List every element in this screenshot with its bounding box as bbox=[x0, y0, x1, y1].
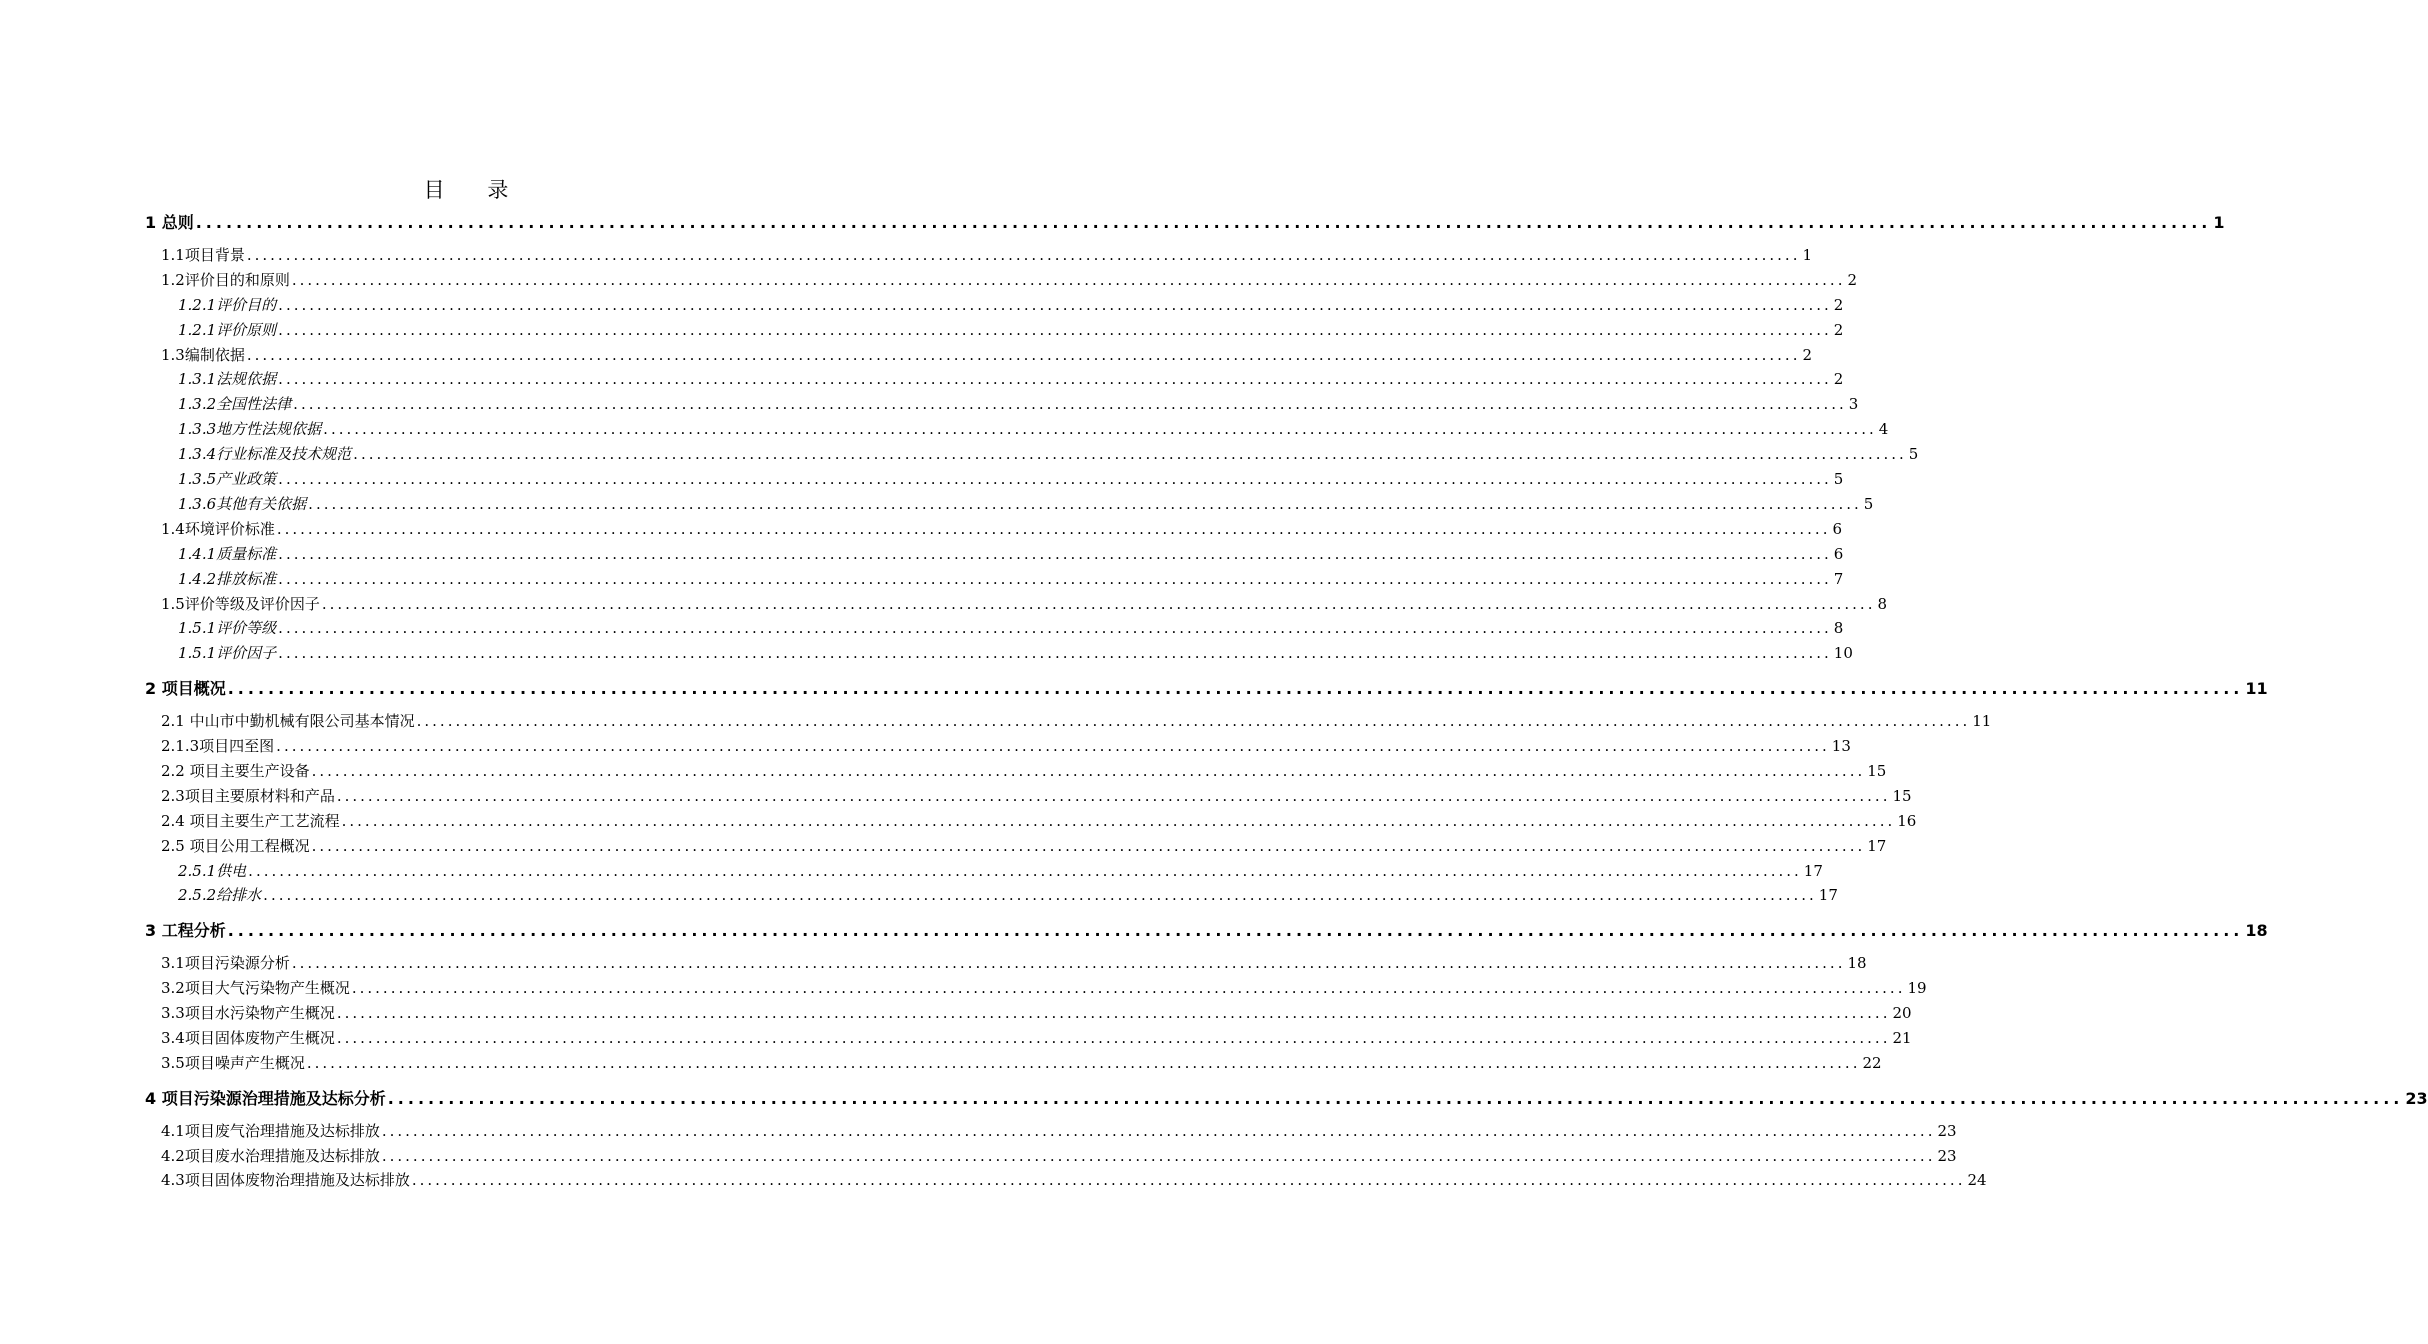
toc-entry[interactable] bbox=[161, 1002, 1912, 1023]
toc-dot-leader: ........................................................................................................................................................................................................ bbox=[353, 445, 1907, 464]
toc-entry[interactable] bbox=[161, 344, 1813, 365]
toc-entry-page-number: 18 bbox=[2245, 921, 2268, 941]
toc-entry-label: 2.3项目主要原材料和产品 bbox=[161, 786, 335, 805]
toc-entry-page-number: 5 bbox=[1908, 445, 1919, 464]
toc-entry[interactable] bbox=[178, 443, 1919, 464]
toc-entry[interactable] bbox=[178, 393, 1859, 414]
toc-entry-page-number: 23 bbox=[2405, 1088, 2428, 1108]
toc-entry-label: 1 总则 bbox=[145, 213, 194, 232]
toc-entry-page-number: 15 bbox=[1867, 761, 1887, 780]
toc-entry[interactable] bbox=[161, 1120, 1957, 1141]
toc-dot-leader: ........................................................................................................................................................................................................ bbox=[321, 594, 1876, 613]
toc-dot-leader: ........................................................................................................................................................................................................ bbox=[227, 921, 2244, 941]
toc-entry[interactable] bbox=[178, 468, 1844, 489]
toc-entry[interactable] bbox=[161, 785, 1912, 806]
toc-entry-label: 1.3.3地方性法规依据 bbox=[178, 420, 322, 439]
toc-entry[interactable] bbox=[178, 368, 1844, 389]
toc-entry-label: 1.2.1评价原则 bbox=[178, 320, 277, 339]
toc-entry-page-number: 7 bbox=[1833, 569, 1844, 588]
toc-entry-page-number: 19 bbox=[1907, 979, 1927, 998]
toc-dot-leader: ........................................................................................................................................................................................................ bbox=[278, 544, 1832, 563]
toc-entry-label: 1.5评价等级及评价因子 bbox=[161, 594, 320, 613]
toc-entry[interactable] bbox=[178, 642, 1853, 663]
toc-entry-label: 3.2项目大气污染物产生概况 bbox=[161, 979, 350, 998]
toc-entry-label: 2.5 项目公用工程概况 bbox=[161, 836, 310, 855]
toc-entry-label: 2 项目概况 bbox=[145, 679, 226, 699]
toc-entry-label: 2.5.1供电 bbox=[178, 861, 247, 880]
toc-entry-label: 1.3.2全国性法律 bbox=[178, 395, 292, 414]
toc-dot-leader: ........................................................................................................................................................................................................ bbox=[416, 712, 1971, 731]
toc-entry[interactable] bbox=[161, 1145, 1957, 1166]
toc-dot-leader: ........................................................................................................................................................................................................ bbox=[246, 345, 1801, 364]
toc-dot-leader: ........................................................................................................................................................................................................ bbox=[323, 420, 1877, 439]
toc-entry-page-number: 3 bbox=[1848, 395, 1859, 414]
toc-entry-label: 2.5.2给排水 bbox=[178, 886, 262, 905]
toc-entry-page-number: 2 bbox=[1833, 320, 1844, 339]
toc-entry[interactable] bbox=[161, 710, 1992, 731]
toc-entry-page-number: 23 bbox=[1937, 1146, 1957, 1165]
toc-entry-page-number: 2 bbox=[1847, 270, 1858, 289]
toc-entry-page-number: 6 bbox=[1832, 519, 1843, 538]
toc-entry-label: 4 项目污染源治理措施及达标分析 bbox=[145, 1088, 386, 1108]
toc-entry-label: 3.3项目水污染物产生概况 bbox=[161, 1004, 335, 1022]
toc-entry[interactable] bbox=[161, 1052, 1882, 1073]
toc-entry-label: 1.2评价目的和原则 bbox=[161, 270, 290, 289]
toc-entry[interactable] bbox=[178, 568, 1844, 589]
toc-entry-label: 3.4项目固体废物产生概况 bbox=[161, 1028, 335, 1047]
toc-entry[interactable] bbox=[145, 1086, 2428, 1109]
toc-entry-page-number: 8 bbox=[1877, 594, 1888, 613]
toc-entry-label: 4.3项目固体废物治理措施及达标排放 bbox=[161, 1171, 410, 1190]
toc-entry-page-number: 11 bbox=[1972, 712, 1992, 731]
toc-entry[interactable] bbox=[178, 543, 1844, 564]
toc-entry-page-number: 5 bbox=[1833, 470, 1844, 488]
toc-entry-page-number: 22 bbox=[1862, 1053, 1882, 1072]
toc-entry[interactable] bbox=[161, 835, 1887, 856]
toc-dot-leader: ........................................................................................................................................................................................................ bbox=[387, 1088, 2404, 1108]
toc-entry[interactable] bbox=[161, 593, 1888, 614]
toc-entry-label: 3 工程分析 bbox=[145, 921, 226, 941]
toc-dot-leader: ........................................................................................................................................................................................................ bbox=[351, 979, 1906, 998]
toc-entry-page-number: 21 bbox=[1892, 1028, 1912, 1047]
toc-entry-page-number: 8 bbox=[1833, 619, 1844, 638]
toc-entry-label: 2.2 项目主要生产设备 bbox=[161, 761, 310, 780]
toc-entry-page-number: 20 bbox=[1892, 1004, 1912, 1022]
toc-entry-label: 2.4 项目主要生产工艺流程 bbox=[161, 811, 340, 830]
toc-entry-page-number: 2 bbox=[1802, 345, 1813, 364]
toc-title: 目 录 bbox=[423, 178, 527, 202]
toc-entry-page-number: 16 bbox=[1897, 811, 1917, 830]
toc-entry-page-number: 17 bbox=[1803, 861, 1823, 880]
toc-entry-page-number: 24 bbox=[1967, 1171, 1987, 1190]
toc-entry[interactable] bbox=[178, 860, 1823, 881]
toc-dot-leader: ........................................................................................................................................................................................................ bbox=[276, 519, 1831, 538]
toc-entry-label: 3.1项目污染源分析 bbox=[161, 954, 290, 973]
toc-entry-page-number: 2 bbox=[1833, 370, 1844, 389]
toc-entry-page-number: 17 bbox=[1867, 836, 1887, 855]
toc-entry[interactable] bbox=[178, 617, 1844, 638]
toc-entry[interactable] bbox=[161, 810, 1917, 831]
toc-entry[interactable] bbox=[178, 493, 1874, 514]
toc-entry-label: 1.1项目背景 bbox=[161, 245, 245, 264]
toc-entry[interactable] bbox=[161, 1169, 1987, 1190]
toc-entry-page-number: 11 bbox=[2245, 679, 2268, 699]
toc-dot-leader: ........................................................................................................................................................................................................ bbox=[227, 679, 2244, 699]
toc-entry[interactable] bbox=[161, 977, 1927, 998]
toc-entry-page-number: 6 bbox=[1833, 544, 1844, 563]
toc-entry-page-number: 18 bbox=[1847, 954, 1867, 973]
toc-dot-leader: ........................................................................................................................................................................................................ bbox=[306, 1053, 1861, 1072]
toc-dot-leader: ........................................................................................................................................................................................................ bbox=[336, 1004, 1891, 1022]
toc-entry[interactable] bbox=[161, 269, 1858, 290]
toc-entry-label: 1.4.2排放标准 bbox=[178, 569, 277, 588]
toc-entry-label: 1.5.1评价等级 bbox=[178, 619, 277, 638]
toc-dot-leader: ........................................................................................................................................................................................................ bbox=[291, 954, 1846, 973]
toc-entry[interactable] bbox=[178, 884, 1838, 905]
toc-dot-leader: ........................................................................................................................................................................................................ bbox=[278, 320, 1832, 339]
toc-dot-leader: ........................................................................................................................................................................................................ bbox=[278, 370, 1832, 389]
toc-entry-label: 1.3.6其他有关依据 bbox=[178, 494, 307, 513]
toc-entry-label: 1.4环境评价标准 bbox=[161, 519, 275, 538]
toc-entry[interactable] bbox=[145, 210, 2225, 233]
toc-entry-label: 1.4.1质量标准 bbox=[178, 544, 277, 563]
toc-entry[interactable] bbox=[161, 952, 1867, 973]
toc-dot-leader: ........................................................................................................................................................................................................ bbox=[308, 494, 1862, 513]
toc-dot-leader: ........................................................................................................................................................................................................ bbox=[276, 737, 1830, 755]
toc-dot-leader: ........................................................................................................................................................................................................ bbox=[381, 1146, 1936, 1165]
toc-dot-leader: ........................................................................................................................................................................................................ bbox=[278, 569, 1832, 588]
toc-entry-label: 1.2.1评价目的 bbox=[178, 295, 277, 314]
toc-dot-leader: ........................................................................................................................................................................................................ bbox=[248, 861, 1802, 880]
toc-dot-leader: ........................................................................................................................................................................................................ bbox=[341, 811, 1896, 830]
toc-dot-leader: ........................................................................................................................................................................................................ bbox=[381, 1121, 1936, 1140]
toc-dot-leader: ........................................................................................................................................................................................................ bbox=[278, 295, 1832, 314]
toc-dot-leader: ........................................................................................................................................................................................................ bbox=[278, 644, 1832, 663]
toc-entry-label: 2.1 中山市中勤机械有限公司基本情况 bbox=[161, 712, 415, 731]
toc-dot-leader: ........................................................................................................................................................................................................ bbox=[336, 1028, 1891, 1047]
toc-entry-label: 2.1.3项目四至图 bbox=[161, 737, 275, 755]
toc-entry-page-number: 10 bbox=[1833, 644, 1853, 663]
toc-dot-leader: ........................................................................................................................................................................................................ bbox=[246, 245, 1801, 264]
toc-entry[interactable] bbox=[161, 1027, 1912, 1048]
toc-entry-label: 1.5.1评价因子 bbox=[178, 644, 277, 663]
toc-entry[interactable] bbox=[145, 918, 2268, 941]
toc-dot-leader: ........................................................................................................................................................................................................ bbox=[263, 886, 1817, 905]
toc-entry-page-number: 13 bbox=[1831, 737, 1851, 755]
toc-entry-label: 3.5项目噪声产生概况 bbox=[161, 1053, 305, 1072]
toc-dot-leader: ........................................................................................................................................................................................................ bbox=[293, 395, 1847, 414]
toc-dot-leader: ........................................................................................................................................................................................................ bbox=[311, 761, 1866, 780]
toc-entry-page-number: 15 bbox=[1892, 786, 1912, 805]
toc-entry-page-number: 23 bbox=[1937, 1121, 1957, 1140]
toc-entry-label: 1.3.4行业标准及技术规范 bbox=[178, 445, 352, 464]
toc-entry-page-number: 5 bbox=[1863, 494, 1874, 513]
toc-dot-leader: ........................................................................................................................................................................................................ bbox=[291, 270, 1846, 289]
toc-dot-leader: ........................................................................................................................................................................................................ bbox=[311, 836, 1866, 855]
toc-entry[interactable] bbox=[178, 418, 1889, 439]
toc-entry[interactable] bbox=[161, 244, 1813, 265]
toc-entry-page-number: 1 bbox=[1802, 245, 1813, 264]
toc-dot-leader: ........................................................................................................................................................................................................ bbox=[336, 786, 1891, 805]
toc-entry[interactable] bbox=[145, 676, 2268, 699]
toc-entry-label: 1.3.1法规依据 bbox=[178, 370, 277, 389]
toc-entry[interactable] bbox=[178, 294, 1844, 315]
toc-entry[interactable] bbox=[161, 518, 1843, 539]
toc-entry[interactable] bbox=[161, 760, 1887, 781]
toc-entry-label: 4.1项目废气治理措施及达标排放 bbox=[161, 1121, 380, 1140]
toc-entry-label: 4.2项目废水治理措施及达标排放 bbox=[161, 1146, 380, 1165]
toc-entry-label: 1.3.5产业政策 bbox=[178, 470, 277, 488]
toc-entry[interactable] bbox=[161, 735, 1851, 756]
toc-entry-page-number: 1 bbox=[2213, 213, 2225, 232]
toc-entry[interactable] bbox=[178, 319, 1844, 340]
toc-entry-page-number: 4 bbox=[1878, 420, 1889, 439]
toc-entry-page-number: 17 bbox=[1818, 886, 1838, 905]
toc-dot-leader: ........................................................................................................................................................................................................ bbox=[195, 213, 2212, 232]
toc-dot-leader: ........................................................................................................................................................................................................ bbox=[278, 619, 1832, 638]
toc-dot-leader: ........................................................................................................................................................................................................ bbox=[278, 470, 1832, 488]
toc-entry-label: 1.3编制依据 bbox=[161, 345, 245, 364]
toc-entry-page-number: 2 bbox=[1833, 295, 1844, 314]
toc-dot-leader: ........................................................................................................................................................................................................ bbox=[411, 1171, 1966, 1190]
